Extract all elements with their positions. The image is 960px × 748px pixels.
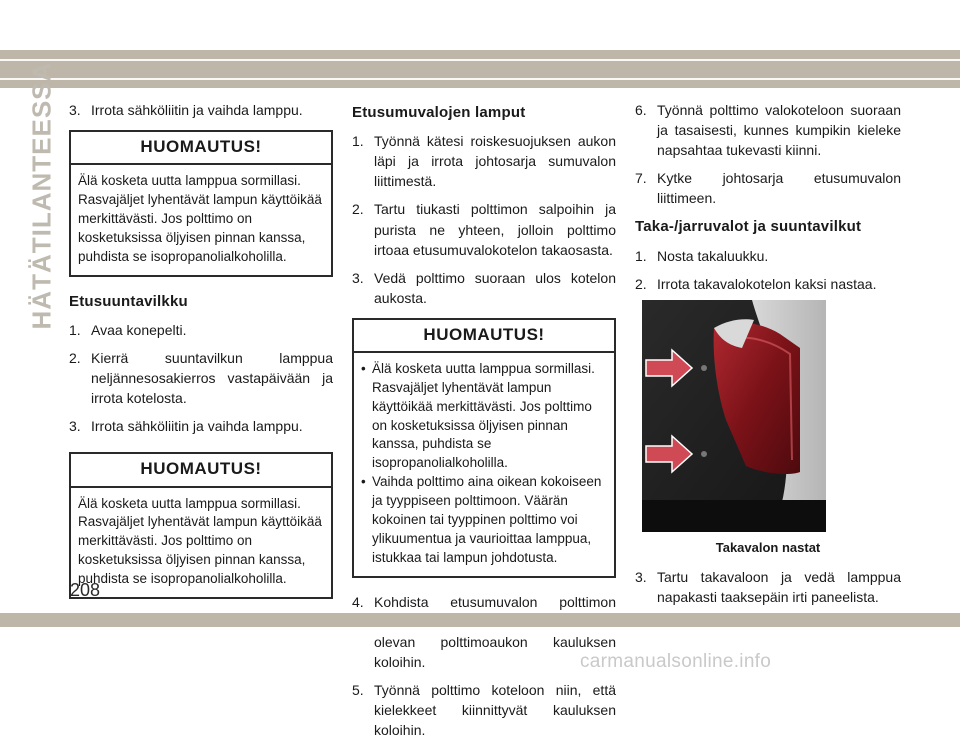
step-item xyxy=(69,348,333,408)
step-text: Vedä polttimo suoraan ulos kotelon aukosta. xyxy=(374,269,616,306)
step-text: Työnnä kätesi roiskesuojuksen aukon läpi ja irrota johtosarja sumuvalon liittimestä. xyxy=(374,133,616,190)
step-item xyxy=(635,246,901,266)
footer-band xyxy=(0,613,960,627)
step-item xyxy=(352,199,616,259)
step-item xyxy=(635,274,901,294)
taillight-photo xyxy=(642,300,826,532)
step-text: Irrota sähköliitin ja vaihda lamppu. xyxy=(91,418,303,435)
column-2 xyxy=(352,100,616,748)
column-1 xyxy=(69,100,333,613)
step-number: 5. xyxy=(352,681,364,698)
warning-box xyxy=(69,452,333,599)
header-band-line xyxy=(0,59,960,61)
step-number: 3. xyxy=(352,269,364,286)
step-text: Irrota takavalokotelon kaksi nastaa. xyxy=(657,275,877,292)
step-number: 6. xyxy=(635,102,647,118)
step-number: 4. xyxy=(352,593,364,610)
side-tab xyxy=(26,62,58,330)
figure-caption: Takavalon nastat xyxy=(715,539,821,555)
step-text: Tartu tiukasti polttimon salpoihin ja purista ne yhteen, jolloin polttimo irtoaa etusumuvalokotelon takaosasta. xyxy=(374,201,616,258)
warning-text: Älä kosketa uutta lamppua sormillasi. Rasvajäljet lyhentävät lampun käyttöikää merkittävästi. Jos polttimo on kosketuksissa öljyisen pinnan kanssa, puhdista se isopropanolialkoholilla. xyxy=(78,495,322,587)
step-number: 2. xyxy=(635,275,647,292)
step-item xyxy=(69,416,333,436)
step-item xyxy=(69,320,333,340)
step-item xyxy=(635,100,901,160)
step-text: Nosta takaluukku. xyxy=(657,247,769,264)
bumper-shadow xyxy=(642,500,826,532)
step-text: Työnnä polttimo valokoteloon suoraan ja tasaisesti, kunnes kumpikin kieleke napsahtaa tukevasti kiinni. xyxy=(657,102,901,159)
step-number: 3. xyxy=(635,569,647,586)
step-number: 1. xyxy=(635,247,647,264)
warning-title: HUOMAUTUS! xyxy=(71,132,331,165)
warning-title: HUOMAUTUS! xyxy=(354,320,614,353)
warning-bullet: • Vaihda polttimo aina oikean kokoiseen ja tyyppiseen polttimoon. Väärän kokoinen tai tyyppinen polttimo voi ylikuumentua ja vaurioittaa lamppua, istukkaa tai lampun johdotusta. xyxy=(361,473,607,567)
fastener-lower xyxy=(701,451,707,457)
step-text: Kytke johtosarja etusumuvalon liittimeen. xyxy=(657,170,901,207)
step-number: 3. xyxy=(69,418,81,435)
step-item xyxy=(352,131,616,191)
section-heading: Etusuuntavilkku xyxy=(69,292,188,310)
step-item xyxy=(352,268,616,308)
page-number: 208 xyxy=(70,580,101,600)
fastener-upper xyxy=(701,365,707,371)
step-number: 1. xyxy=(69,322,81,339)
warning-title: HUOMAUTUS! xyxy=(71,454,331,487)
step-item xyxy=(69,100,333,120)
warning-text: Älä kosketa uutta lamppua sormillasi. Rasvajäljet lyhentävät lampun käyttöikää merkittävästi. Jos polttimo on kosketuksissa öljyisen pinnan kanssa, puhdista se isopropanolialkoholilla. xyxy=(78,173,322,264)
warning-box xyxy=(69,130,333,277)
step-text: Irrota sähköliitin ja vaihda lamppu. xyxy=(91,102,303,118)
section-heading: Taka-/jarruvalot ja suuntavilkut xyxy=(635,218,862,236)
step-item xyxy=(352,592,616,672)
step-number: 2. xyxy=(352,201,364,218)
step-text: Avaa konepelti. xyxy=(91,322,187,339)
step-number: 2. xyxy=(69,350,81,367)
warning-bullet: • Älä kosketa uutta lamppua sormillasi. Rasvajäljet lyhentävät lampun käyttöikää merkittävästi. Jos polttimo on kosketuksissa öljyisen pinnan kanssa, puhdista se isopropanolialkoholilla. xyxy=(361,360,607,473)
step-number: 3. xyxy=(69,102,81,118)
step-text: Työnnä polttimo koteloon niin, että kielekkeet kiinnittyvät kauluksen koloihin. xyxy=(374,681,616,738)
step-item xyxy=(635,567,901,607)
column-3 xyxy=(635,100,901,615)
step-number: 7. xyxy=(635,170,647,187)
step-text: Kohdista etusumuvalon polttimon olevan polttimoaukon kauluksen koloihin. xyxy=(374,593,616,670)
side-tab-label: HÄTÄTILANTEESSA xyxy=(26,62,57,330)
warning-box xyxy=(352,318,616,578)
header-band xyxy=(0,50,960,88)
step-number: 1. xyxy=(352,133,364,150)
header-band-line xyxy=(0,78,960,80)
step-text: Tartu takavaloon ja vedä lamppua napakasti taaksepäin irti paneelista. xyxy=(657,569,901,606)
section-heading: Etusumuvalojen lamput xyxy=(352,104,526,121)
watermark: carmanualsonline.info xyxy=(580,651,772,672)
step-text: Kierrä suuntavilkun lamppua neljännesosakierros vastapäivään ja irrota kotelosta. xyxy=(91,350,333,407)
step-item xyxy=(635,168,901,208)
step-item xyxy=(352,680,616,740)
